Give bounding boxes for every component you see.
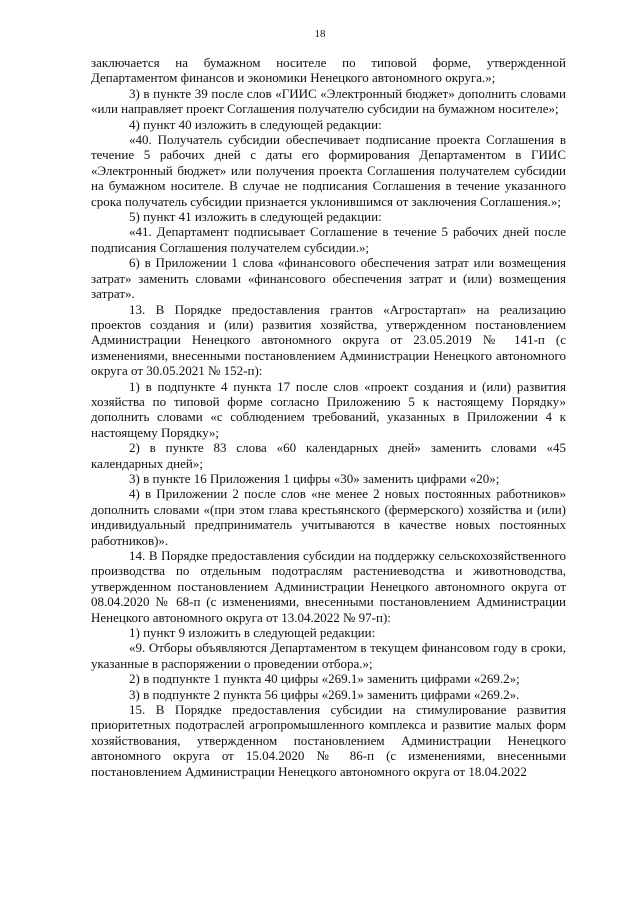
paragraph: 13. В Порядке предоставления грантов «Агростартап» на реализацию проектов создания и (или) развития хозяйства, утвержденном постановлением Администрации Ненецкого автономного округа от 23.05.2019 № 141-п (с изменениями, внесенными постановлением Администрации Ненецкого автономного округа от 30.05.2021 № 152-п): (91, 301, 566, 379)
paragraph: заключается на бумажном носителе по типовой форме, утвержденной Департаментом финансов и экономики Ненецкого автономного округа.»; (91, 55, 566, 86)
paragraph: 3) в пункте 39 после слов «ГИИС «Электронный бюджет» дополнить словами «или направляет проект Соглашения получателю субсидии на бумажном носителе»; (91, 85, 566, 117)
paragraph: 14. В Порядке предоставления субсидии на поддержку сельскохозяйственного производства по отдельным подотраслям растениеводства и животноводства, утвержденном постановлением Администрации Ненецкого автономного округа от 08.04.2020 № 68-п (с изменениями, внесенными постановлением Администрации Ненецкого автономного округа от 13.04.2022 № 97-п): (91, 548, 566, 625)
paragraph: «9. Отборы объявляются Департаментом в текущем финансовом году в сроки, указанные в распоряжении о проведении отбора.»; (91, 640, 566, 671)
paragraph: 2) в пункте 83 слова «60 календарных дней» заменить словами «45 календарных дней»; (91, 440, 566, 471)
paragraph: 15. В Порядке предоставления субсидии на стимулирование развития приоритетных подотраслей агропромышленного комплекса и развитие малых форм хозяйствования, утвержденном постановлением Администрации Ненецкого автономного округа от 15.04.2020 № 86-п (с изменениями, внесенными постановлением Администрации Ненецкого автономного округа от 18.04.2022 (91, 702, 566, 779)
page-number: 18 (314, 28, 326, 40)
paragraph: «41. Департамент подписывает Соглашение в течение 5 рабочих дней после подписания Соглашения получателем субсидии.»; (91, 224, 566, 255)
paragraph: 3) в пункте 16 Приложения 1 цифры «30» заменить цифрами «20»; (129, 470, 500, 486)
paragraph: 1) пункт 9 изложить в следующей редакции: (129, 625, 376, 641)
paragraph: 1) в подпункте 4 пункта 17 после слов «проект создания и (или) развития хозяйства по типовой форме согласно Приложению 5 к настоящему Порядку» дополнить словами «с соблюдением требований, указанных в Приложении 4 к настоящему Порядку»; (91, 378, 566, 440)
document-body (91, 55, 566, 779)
paragraph: «40. Получатель субсидии обеспечивает подписание проекта Соглашения в течение 5 рабочих дней с даты его формирования Департаментом в ГИИС «Электронный бюджет» или получения проекта Соглашения получателем субсидии на бумажном носителе. В случае не подписания Соглашения в течение указанного срока получатель субсидии признается уклонившимся от заключения Соглашения.»; (91, 132, 566, 209)
paragraph: 2) в подпункте 1 пункта 40 цифры «269.1» заменить цифрами «269.2»; (129, 671, 520, 687)
paragraph: 5) пункт 41 изложить в следующей редакции: (129, 209, 382, 225)
paragraph: 6) в Приложении 1 слова «финансового обеспечения затрат или возмещения затрат» заменить словами «финансового обеспечения затрат и (или) возмещения затрат». (91, 255, 566, 302)
paragraph: 4) пункт 40 изложить в следующей редакции: (129, 116, 382, 132)
paragraph: 3) в подпункте 2 пункта 56 цифры «269.1» заменить цифрами «269.2». (129, 686, 520, 702)
paragraph: 4) в Приложении 2 после слов «не менее 2 новых постоянных работников» дополнить словами «(при этом глава крестьянского (фермерского) хозяйства и (или) индивидуальный предприниматель учитываются в качестве новых постоянных работников)». (91, 486, 566, 548)
